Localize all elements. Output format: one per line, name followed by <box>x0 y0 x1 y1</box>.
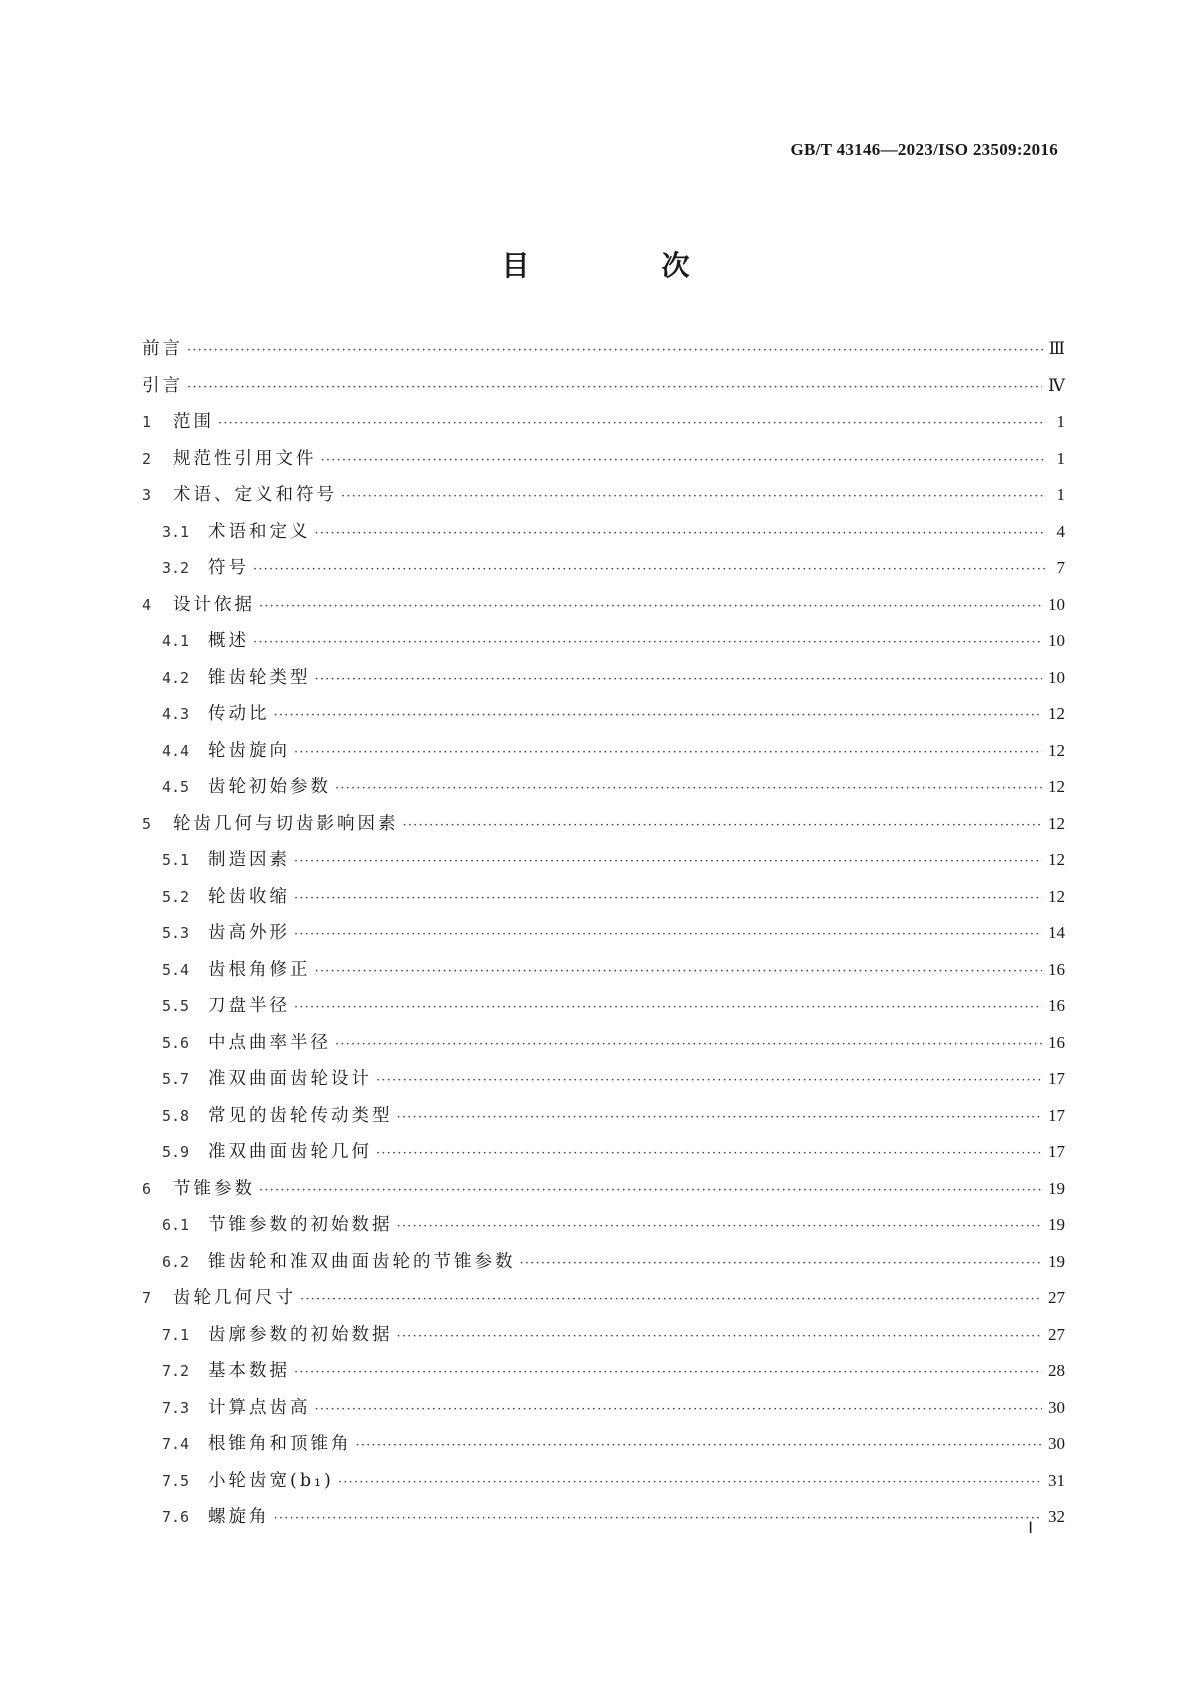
toc-leader-dots <box>397 1219 1043 1234</box>
toc-entry-label: 轮齿旋向 <box>208 740 290 761</box>
toc-entry-page: 10 <box>1048 594 1065 614</box>
toc-entry-label: 节锥参数的初始数据 <box>208 1215 393 1235</box>
toc-entry[interactable] <box>142 1175 1065 1212</box>
toc-entry[interactable] <box>142 919 1065 956</box>
toc-entry-page: 30 <box>1048 1397 1065 1417</box>
toc-leader-dots <box>187 343 1043 358</box>
toc-entry-page: 7 <box>1056 558 1065 577</box>
toc-entry-page: 19 <box>1048 1178 1065 1198</box>
toc-entry[interactable] <box>142 1248 1065 1285</box>
toc-entry[interactable] <box>142 773 1065 810</box>
toc-entry-page: 12 <box>1048 777 1065 796</box>
toc-entry-number: 7.4 <box>162 1435 190 1453</box>
toc-entry-number: 7.3 <box>162 1398 190 1417</box>
toc-entry[interactable] <box>142 554 1065 591</box>
toc-entry-page: 17 <box>1048 1105 1065 1125</box>
toc-entry-page: 12 <box>1048 740 1065 760</box>
toc-entry-page: 19 <box>1048 1251 1065 1271</box>
toc-entry-page: 16 <box>1048 1032 1065 1052</box>
toc-entry-label: 计算点齿高 <box>208 1397 311 1418</box>
toc-entry-label: 节锥参数 <box>173 1178 255 1199</box>
toc-entry[interactable] <box>142 1467 1065 1504</box>
toc-entry-label: 符号 <box>208 558 249 578</box>
page-number: Ⅰ <box>1028 1520 1033 1537</box>
toc-leader-dots <box>376 1073 1042 1088</box>
toc-entry-number: 6 <box>142 1179 152 1198</box>
toc-entry-page: 30 <box>1048 1434 1065 1453</box>
toc-entry-label: 齿根角修正 <box>208 959 311 980</box>
toc-entry[interactable] <box>142 1284 1065 1321</box>
toc-leader-dots <box>315 526 1046 541</box>
toc-leader-dots <box>294 927 1042 942</box>
toc-entry-label: 齿高外形 <box>208 923 290 943</box>
toc-entry-label: 锥齿轮类型 <box>208 667 311 688</box>
toc-entry[interactable] <box>142 1430 1065 1467</box>
toc-entry-page: 14 <box>1048 923 1065 942</box>
toc-leader-dots <box>259 1183 1042 1198</box>
toc-entry-label: 常见的齿轮传动类型 <box>208 1105 393 1126</box>
toc-entry-number: 4.2 <box>162 668 190 687</box>
toc-entry[interactable] <box>142 664 1065 701</box>
toc-entry-page: 16 <box>1048 996 1065 1015</box>
toc-leader-dots <box>294 745 1042 760</box>
table-of-contents <box>142 335 1065 1540</box>
toc-entry-page: 12 <box>1048 886 1065 906</box>
toc-entry-label: 刀盘半径 <box>208 996 290 1016</box>
toc-entry[interactable] <box>142 1357 1065 1394</box>
toc-entry-page: 12 <box>1048 850 1065 869</box>
toc-leader-dots <box>403 818 1043 833</box>
toc-leader-dots <box>397 1329 1043 1344</box>
toc-entry-number: 5.8 <box>162 1106 190 1125</box>
toc-entry[interactable] <box>142 372 1065 409</box>
toc-entry[interactable] <box>142 1321 1065 1358</box>
toc-leader-dots <box>294 1000 1042 1015</box>
toc-entry[interactable] <box>142 1394 1065 1431</box>
toc-leader-dots <box>338 1475 1042 1490</box>
toc-entry-number: 5.1 <box>162 851 190 869</box>
toc-entry-label: 设计依据 <box>173 594 255 615</box>
toc-entry-label: 术语、定义和符号 <box>173 485 337 505</box>
toc-entry[interactable] <box>142 1138 1065 1175</box>
toc-entry-page: 27 <box>1048 1324 1065 1344</box>
toc-entry[interactable] <box>142 627 1065 664</box>
toc-entry-page: 1 <box>1056 485 1065 504</box>
toc-leader-dots <box>274 1511 1043 1526</box>
toc-entry-page: 10 <box>1048 631 1065 650</box>
toc-leader-dots <box>520 1256 1043 1271</box>
toc-entry-number: 7.2 <box>162 1362 190 1380</box>
toc-entry-number: 3 <box>142 486 152 504</box>
toc-entry[interactable] <box>142 737 1065 774</box>
toc-leader-dots <box>274 708 1043 723</box>
toc-entry-page: 16 <box>1048 959 1065 979</box>
toc-leader-dots <box>294 854 1042 869</box>
toc-entry[interactable] <box>142 1029 1065 1066</box>
toc-entry[interactable] <box>142 1065 1065 1102</box>
toc-entry-number: 5.9 <box>162 1143 190 1161</box>
toc-entry-label: 概述 <box>208 631 249 651</box>
toc-entry[interactable] <box>142 481 1065 518</box>
toc-leader-dots <box>300 1292 1042 1307</box>
toc-leader-dots <box>253 635 1042 650</box>
toc-leader-dots <box>315 672 1043 687</box>
toc-entry-label: 规范性引用文件 <box>173 448 317 469</box>
toc-entry-page: 10 <box>1048 667 1065 687</box>
toc-leader-dots <box>315 1402 1043 1417</box>
toc-leader-dots <box>335 781 1042 796</box>
toc-entry-number: 2 <box>142 449 152 468</box>
toc-entry-page: 28 <box>1048 1361 1065 1380</box>
toc-entry[interactable] <box>142 591 1065 628</box>
toc-entry-label: 准双曲面齿轮几何 <box>208 1142 372 1162</box>
toc-entry-label: 齿廓参数的初始数据 <box>208 1324 393 1345</box>
toc-entry-number: 4.4 <box>162 741 190 760</box>
toc-entry-number: 7.5 <box>162 1471 190 1490</box>
toc-entry-number: 3.1 <box>162 522 190 541</box>
toc-entry-label: 根锥角和顶锥角 <box>208 1434 352 1454</box>
toc-leader-dots <box>253 562 1045 577</box>
toc-entry-number: 5.5 <box>162 997 190 1015</box>
page-title: 目 次 <box>501 249 742 282</box>
toc-entry-number: 3.2 <box>162 559 190 577</box>
toc-entry[interactable] <box>142 810 1065 847</box>
toc-entry[interactable] <box>142 1503 1065 1540</box>
toc-entry-label: 锥齿轮和准双曲面齿轮的节锥参数 <box>208 1251 516 1272</box>
toc-entry-page: Ⅳ <box>1048 375 1065 395</box>
toc-entry-label: 齿轮初始参数 <box>208 777 331 797</box>
toc-entry-number: 5 <box>142 814 152 833</box>
toc-entry[interactable] <box>142 992 1065 1029</box>
toc-entry-label: 传动比 <box>208 704 270 724</box>
toc-entry-page: 17 <box>1048 1069 1065 1088</box>
toc-entry-number: 6.1 <box>162 1216 190 1234</box>
toc-entry-page: 12 <box>1048 704 1065 723</box>
toc-entry[interactable] <box>142 700 1065 737</box>
toc-entry-number: 5.2 <box>162 887 190 906</box>
toc-leader-dots <box>187 380 1042 395</box>
toc-entry-page: 31 <box>1048 1470 1065 1490</box>
toc-entry-number: 1 <box>142 413 152 431</box>
toc-entry[interactable] <box>142 846 1065 883</box>
toc-entry-label: 术语和定义 <box>208 521 311 542</box>
toc-entry[interactable] <box>142 445 1065 482</box>
toc-entry-label: 中点曲率半径 <box>208 1032 331 1053</box>
toc-entry-page: 12 <box>1048 813 1065 833</box>
toc-leader-dots <box>335 1037 1042 1052</box>
toc-entry-page: Ⅲ <box>1048 339 1065 358</box>
toc-leader-dots <box>321 453 1046 468</box>
toc-entry-label: 螺旋角 <box>208 1507 270 1527</box>
toc-entry-number: 7.1 <box>162 1325 190 1344</box>
toc-entry[interactable] <box>142 408 1065 445</box>
toc-entry-number: 4.1 <box>162 632 190 650</box>
toc-entry-number: 4.3 <box>162 705 190 723</box>
toc-leader-dots <box>294 1365 1042 1380</box>
toc-leader-dots <box>259 599 1042 614</box>
toc-entry-page: 17 <box>1048 1142 1065 1161</box>
toc-entry-label: 准双曲面齿轮设计 <box>208 1069 372 1089</box>
toc-entry-number: 5.6 <box>162 1033 190 1052</box>
toc-entry-page: 19 <box>1048 1215 1065 1234</box>
toc-entry-label: 小轮齿宽(b₁) <box>208 1470 334 1491</box>
toc-entry-page: 4 <box>1056 521 1065 541</box>
toc-entry[interactable] <box>142 956 1065 993</box>
toc-entry-label: 制造因素 <box>208 850 290 870</box>
toc-entry-label: 引言 <box>142 375 183 396</box>
toc-entry-number: 7 <box>142 1289 152 1307</box>
toc-leader-dots <box>356 1438 1043 1453</box>
toc-entry[interactable] <box>142 518 1065 555</box>
toc-leader-dots <box>218 416 1045 431</box>
toc-entry-number: 4 <box>142 595 152 614</box>
toc-entry-number: 4.5 <box>162 778 190 796</box>
toc-entry-label: 前言 <box>142 339 183 359</box>
toc-entry-label: 范围 <box>173 412 214 432</box>
toc-entry[interactable] <box>142 883 1065 920</box>
toc-entry[interactable] <box>142 1211 1065 1248</box>
toc-entry[interactable] <box>142 1102 1065 1139</box>
toc-entry-page: 1 <box>1056 448 1065 468</box>
toc-leader-dots <box>294 891 1042 906</box>
toc-entry-number: 6.2 <box>162 1252 190 1271</box>
toc-leader-dots <box>341 489 1045 504</box>
toc-entry-label: 齿轮几何尺寸 <box>173 1288 296 1308</box>
standard-code: GB/T 43146—2023/ISO 23509:2016 <box>790 140 1058 159</box>
toc-entry-number: 5.7 <box>162 1070 190 1088</box>
toc-entry[interactable] <box>142 335 1065 372</box>
toc-entry-label: 轮齿收缩 <box>208 886 290 907</box>
toc-entry-label: 基本数据 <box>208 1361 290 1381</box>
toc-leader-dots <box>397 1110 1043 1125</box>
toc-entry-number: 5.4 <box>162 960 190 979</box>
toc-entry-page: 1 <box>1056 412 1065 431</box>
toc-entry-page: 32 <box>1048 1507 1065 1526</box>
toc-entry-number: 7.6 <box>162 1508 190 1526</box>
toc-entry-number: 5.3 <box>162 924 190 942</box>
toc-entry-page: 27 <box>1048 1288 1065 1307</box>
toc-leader-dots <box>376 1146 1042 1161</box>
toc-entry-label: 轮齿几何与切齿影响因素 <box>173 813 399 834</box>
toc-leader-dots <box>315 964 1043 979</box>
